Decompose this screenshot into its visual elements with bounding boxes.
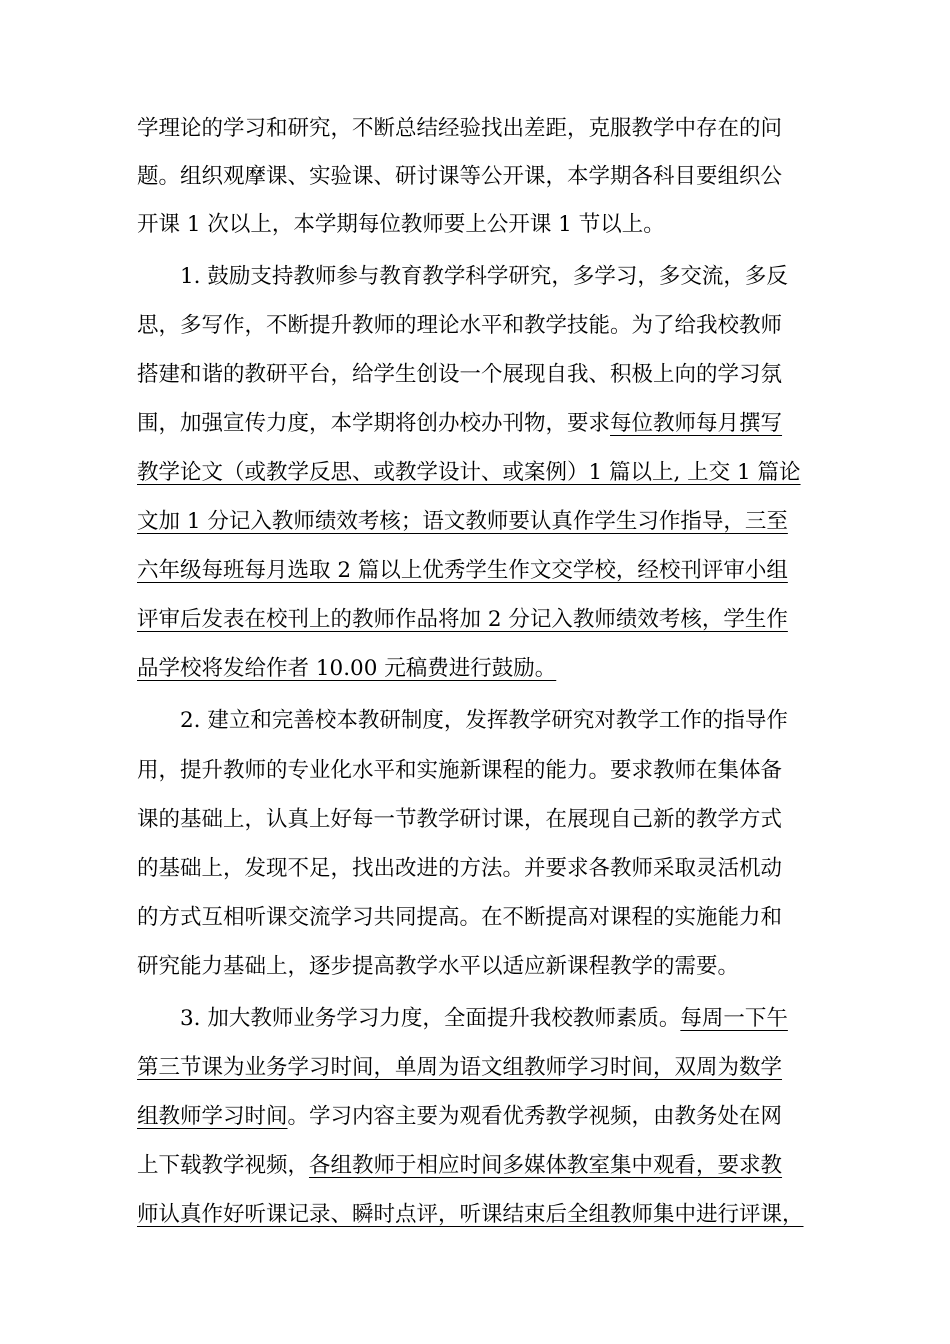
underlined-text-run: 品学校将发给作者 10.00 元稿费进行鼓励。 [137, 656, 557, 681]
text-line [180, 704, 788, 738]
text-run: 题。组织观摩课、实验课、研讨课等公开课，本学期各科目要组织公 [137, 164, 783, 189]
text-run: 1. 鼓励支持教师参与教育教学科学研究，多学习，多交流，多反 [180, 264, 788, 289]
text-run: 2. 建立和完善校本教研制度，发挥教学研究对教学工作的指导作 [180, 708, 788, 733]
underlined-text-run: 每周一下午 [680, 1006, 788, 1031]
text-line [137, 1051, 782, 1085]
text-line [137, 803, 782, 837]
text-run: 搭建和谐的教研平台，给学生创设一个展现自我、积极上向的学习氛 [137, 362, 783, 387]
underlined-text-run: 文加 1 分记入教师绩效考核；语文教师要认真作学生习作指导，三至 [137, 509, 788, 534]
text-run: 思，多写作，不断提升教师的理论水平和教学技能。为了给我校教师 [137, 313, 783, 338]
text-run: 3. 加大教师业务学习力度，全面提升我校教师素质。 [180, 1006, 681, 1031]
text-run: 。学习内容主要为观看优秀教学视频，由教务处在网 [287, 1104, 783, 1129]
text-run: 研究能力基础上，逐步提高教学水平以适应新课程教学的需要。 [137, 954, 740, 979]
text-run: 的方式互相听课交流学习共同提高。在不断提高对课程的实施能力和 [137, 905, 783, 930]
text-line [137, 407, 782, 441]
text-line [137, 652, 556, 686]
text-line [137, 112, 782, 146]
text-line [180, 260, 788, 294]
text-run: 上下载教学视频， [137, 1153, 310, 1178]
text-line [137, 208, 665, 242]
text-line [137, 754, 782, 788]
underlined-text-run: 每位教师每月撰写 [610, 411, 783, 436]
text-run: 开课 1 次以上，本学期每位教师要上公开课 1 节以上。 [137, 212, 665, 237]
text-line [137, 309, 782, 343]
underlined-text-run: 教学论文（或教学反思、或教学设计、或案例）1 篇以上, 上交 1 篇论 [137, 460, 801, 485]
text-line [137, 456, 801, 490]
text-line [137, 950, 739, 984]
text-line [137, 358, 782, 392]
text-line [137, 1149, 782, 1183]
text-run: 学理论的学习和研究，不断总结经验找出差距，克服教学中存在的问 [137, 116, 783, 141]
text-line [137, 603, 788, 637]
text-line [137, 852, 782, 886]
text-run: 围，加强宣传力度，本学期将创办校办刊物，要求 [137, 411, 611, 436]
underlined-text-run: 评审后发表在校刊上的教师作品将加 2 分记入教师绩效考核，学生作 [137, 607, 788, 632]
text-line [137, 1198, 804, 1232]
text-line [137, 554, 788, 588]
underlined-text-run: 六年级每班每月选取 2 篇以上优秀学生作文交学校，经校刊评审小组 [137, 558, 788, 583]
text-run: 课的基础上，认真上好每一节教学研讨课，在展现自己新的教学方式 [137, 807, 783, 832]
underlined-text-run: 组教师学习时间 [137, 1104, 288, 1129]
text-line [180, 1002, 788, 1036]
underlined-text-run: 第三节课为业务学习时间，单周为语文组教师学习时间，双周为数学 [137, 1055, 783, 1080]
text-line [137, 1100, 782, 1134]
underlined-text-run: 师认真作好听课记录、瞬时点评，听课结束后全组教师集中进行评课， [137, 1202, 804, 1227]
text-line [137, 160, 782, 194]
text-line [137, 901, 782, 935]
text-run: 的基础上，发现不足，找出改进的方法。并要求各教师采取灵活机动 [137, 856, 783, 881]
text-run: 用，提升教师的专业化水平和实施新课程的能力。要求教师在集体备 [137, 758, 783, 783]
underlined-text-run: 各组教师于相应时间多媒体教室集中观看，要求教 [309, 1153, 783, 1178]
text-line [137, 505, 788, 539]
